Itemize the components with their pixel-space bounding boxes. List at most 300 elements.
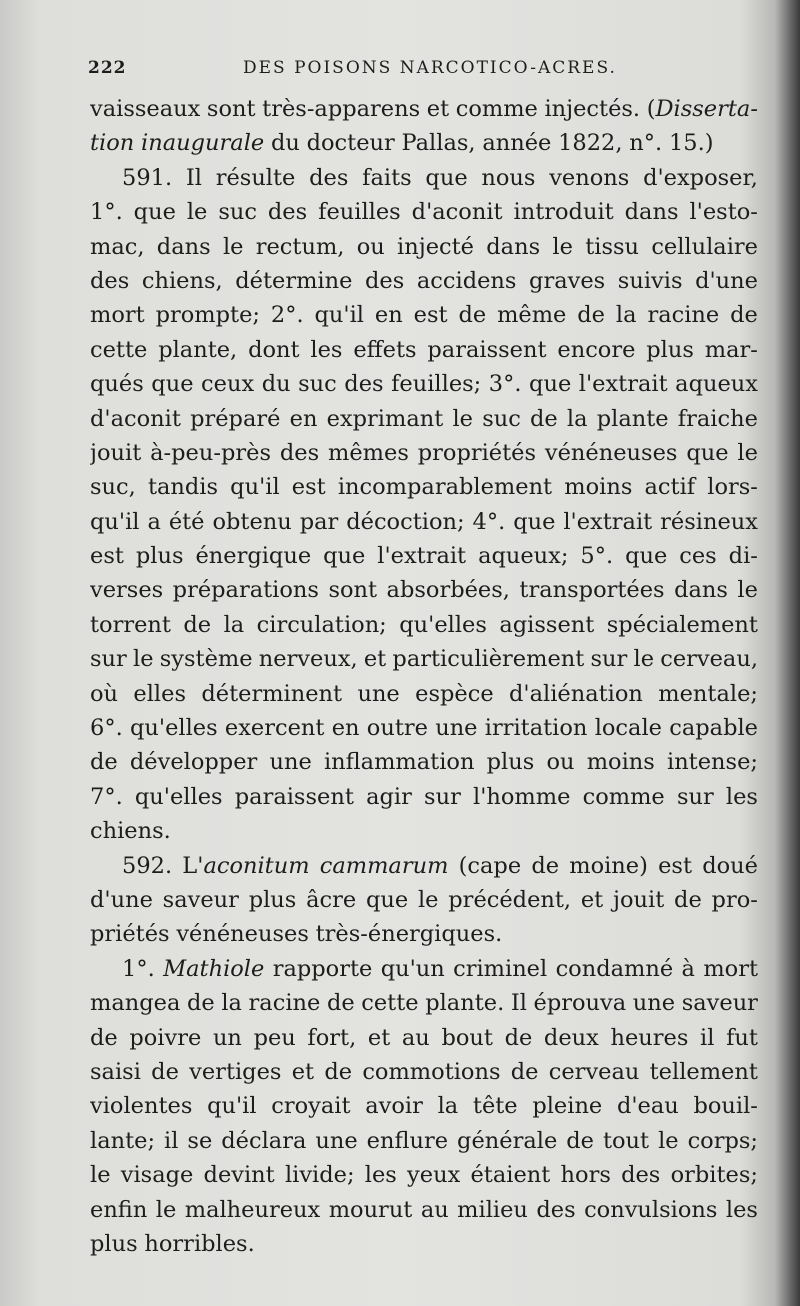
word: 1822, <box>558 130 623 157</box>
word: moins <box>586 749 655 776</box>
word: que <box>686 439 729 466</box>
word: que <box>425 164 468 191</box>
word: dont <box>248 336 300 363</box>
word: d'aconit <box>411 199 503 226</box>
word: de <box>674 886 702 913</box>
word: Pallas, <box>401 130 476 157</box>
word: espèce <box>415 680 494 707</box>
word: cette <box>361 990 419 1017</box>
word: saveur <box>681 990 758 1017</box>
word: du <box>261 371 291 398</box>
text-line <box>90 573 758 607</box>
word: résulte <box>215 164 296 191</box>
word: devint <box>203 1162 275 1189</box>
word: tandis <box>147 474 219 501</box>
word: la <box>437 1093 459 1120</box>
word: qu'un <box>380 955 445 982</box>
word: bouil- <box>693 1093 758 1120</box>
word: dans <box>624 199 679 226</box>
word: graves <box>529 267 606 294</box>
text-line <box>90 539 758 573</box>
word: au <box>420 1196 449 1223</box>
word: 592. <box>122 852 173 879</box>
word: lante; <box>90 1127 156 1154</box>
word: d'exposer, <box>643 164 758 191</box>
word: aqueux; <box>478 543 569 570</box>
word: pleine <box>532 1093 603 1120</box>
word: qu'il <box>230 474 280 501</box>
word: di- <box>728 543 758 570</box>
word: (Disserta- <box>646 96 758 122</box>
word: très-énergiques. <box>315 921 503 948</box>
word: (cape <box>458 852 522 879</box>
word: dans <box>674 577 728 604</box>
text-line <box>90 1158 758 1192</box>
text-line <box>90 642 758 676</box>
word: torrent <box>90 611 171 638</box>
word: ou <box>546 749 575 776</box>
word: racine <box>647 302 720 329</box>
word: condamné <box>555 955 674 982</box>
word: 7°. <box>90 783 123 810</box>
text-line <box>90 195 758 229</box>
word: circulation; <box>256 611 387 638</box>
word: cerveau <box>548 1058 640 1085</box>
word: prompte; <box>155 302 260 329</box>
word: l'homme <box>473 783 571 810</box>
word: que <box>133 199 176 226</box>
word: hors <box>560 1162 611 1189</box>
word: ceux <box>201 371 255 398</box>
word: qu'il <box>207 1093 257 1120</box>
word: de <box>730 302 758 329</box>
word: comme <box>455 96 538 122</box>
word: suc <box>298 371 337 398</box>
word: enflure <box>366 1127 449 1154</box>
word: plante, <box>158 336 238 363</box>
text-line <box>90 986 758 1020</box>
word: mac, <box>90 233 145 260</box>
word: orbites; <box>670 1162 758 1189</box>
word: d'aliénation <box>509 680 643 707</box>
word: suc <box>482 405 521 432</box>
word: 2°. <box>270 302 304 329</box>
text-line <box>90 883 758 917</box>
word: que <box>529 371 572 398</box>
word: de <box>186 990 215 1017</box>
word: étaient <box>470 1162 551 1189</box>
text-line <box>90 917 758 951</box>
word: et <box>363 646 387 673</box>
text-line <box>90 126 758 160</box>
word: 1°. <box>122 955 155 982</box>
word: une <box>269 749 312 776</box>
word: criminel <box>453 955 548 982</box>
word: le <box>417 886 439 913</box>
word: encore <box>557 336 636 363</box>
word: et <box>367 1024 391 1051</box>
word: verses <box>90 577 164 604</box>
word: le <box>737 577 758 604</box>
word: locale <box>594 715 662 742</box>
word: de <box>90 1024 118 1051</box>
word: feuilles <box>318 199 401 226</box>
word: jouit <box>90 439 142 466</box>
page-header <box>88 58 768 86</box>
word: d'eau <box>616 1093 679 1120</box>
word: docteur <box>306 130 395 157</box>
page-number: 222 <box>88 58 127 78</box>
word: rectum, <box>255 233 345 260</box>
word: priétés <box>90 921 170 948</box>
word: inflammation <box>323 749 475 776</box>
word: de <box>577 302 605 329</box>
word: fut <box>726 1024 758 1051</box>
word: et <box>580 886 604 913</box>
word: préparations <box>172 577 319 604</box>
word: irritation <box>484 715 588 742</box>
word: incomparablement <box>337 474 553 501</box>
word: de <box>530 405 558 432</box>
word: milieu <box>457 1196 528 1223</box>
word: plus <box>486 749 535 776</box>
text-line <box>90 436 758 470</box>
word: système <box>159 646 253 673</box>
text-line <box>90 608 758 642</box>
word: malheureux <box>184 1196 321 1223</box>
word: plante. <box>425 990 505 1017</box>
text-line <box>90 677 758 711</box>
word: livide; <box>284 1162 355 1189</box>
word: le <box>658 1127 679 1154</box>
word: à <box>681 955 695 982</box>
text-line <box>90 1055 758 1089</box>
word: Il <box>510 990 527 1017</box>
text-line <box>90 470 758 504</box>
word: de <box>90 749 118 776</box>
word: le <box>552 233 573 260</box>
word: le <box>186 199 208 226</box>
word: spécialement <box>606 611 758 638</box>
word: capable <box>669 715 758 742</box>
word: de <box>531 852 560 879</box>
word: fraiche <box>677 405 758 432</box>
word: suivis <box>617 267 683 294</box>
text-line <box>90 230 758 264</box>
word: une <box>435 715 478 742</box>
word: sont <box>328 577 378 604</box>
word: plus <box>248 886 297 913</box>
word: exprimant <box>326 405 444 432</box>
word: comme <box>582 783 665 810</box>
word: lors- <box>707 474 758 501</box>
word: vénéneuses <box>544 439 678 466</box>
word: chiens, <box>141 267 223 294</box>
word: plante <box>596 405 669 432</box>
word: bout <box>441 1024 493 1051</box>
word: et <box>426 96 450 122</box>
word: année <box>482 130 552 157</box>
word: déclara <box>221 1127 307 1154</box>
text-line <box>90 92 758 126</box>
text-line <box>90 161 758 195</box>
word: la <box>566 405 588 432</box>
word: en <box>289 405 318 432</box>
word: horribles. <box>144 1230 255 1257</box>
word: décoction; <box>346 508 465 535</box>
word: même <box>497 302 567 329</box>
word: nous <box>481 164 536 191</box>
word: le <box>155 1196 177 1223</box>
word: développer <box>129 749 258 776</box>
word: elles <box>133 680 186 707</box>
word: et <box>291 1058 315 1085</box>
word: du <box>270 130 300 157</box>
word: est <box>658 852 692 879</box>
word: pro- <box>711 886 758 913</box>
word: le <box>222 233 244 260</box>
word: été <box>168 508 205 535</box>
text-line <box>90 1193 758 1227</box>
word: vaisseaux <box>90 96 201 122</box>
running-head: DES POISONS NARCOTICO-ACRES. <box>243 58 617 78</box>
word: que <box>151 371 194 398</box>
word: propriétés <box>417 439 537 466</box>
word: L'aconitum <box>182 852 310 879</box>
word: saisi <box>90 1058 141 1085</box>
word: les <box>725 1196 758 1223</box>
word: les <box>725 783 758 810</box>
word: où <box>90 680 119 707</box>
word: il <box>700 1024 715 1051</box>
word: se <box>187 1127 213 1154</box>
word: absorbées, <box>386 577 510 604</box>
word: cammarum <box>319 852 449 879</box>
word: un <box>212 1024 242 1051</box>
word: âcre <box>306 886 357 913</box>
word: mourut <box>328 1196 413 1223</box>
word: feuilles; <box>391 371 482 398</box>
word: une <box>315 1127 358 1154</box>
word: yeux <box>407 1162 461 1189</box>
word: actif <box>644 474 696 501</box>
word: la <box>221 990 242 1017</box>
word: dans <box>486 233 541 260</box>
word: l'extrait <box>377 543 467 570</box>
word: 15.) <box>668 130 714 157</box>
word: en <box>331 715 360 742</box>
word: enfin <box>90 1196 148 1223</box>
word: le <box>452 405 473 432</box>
word: visage <box>120 1162 194 1189</box>
word: le <box>90 1162 111 1189</box>
word: n°. <box>629 130 663 157</box>
word: tellement <box>649 1058 758 1085</box>
word: paraissent <box>234 783 354 810</box>
word: est <box>413 302 448 329</box>
word: racine <box>248 990 321 1017</box>
word: venons <box>549 164 630 191</box>
word: de <box>151 1058 179 1085</box>
word: 4°. <box>472 508 506 535</box>
word: particulièrement <box>392 646 585 673</box>
word: vénéneuses <box>176 921 309 948</box>
word: sur <box>90 646 127 673</box>
word: jouit <box>613 886 665 913</box>
word: suc <box>218 199 257 226</box>
word: rapporte <box>272 955 373 982</box>
word: a <box>147 508 161 535</box>
word: le <box>737 439 758 466</box>
word: 1°. <box>90 199 123 226</box>
word: énergique <box>195 543 312 570</box>
word: sur <box>424 783 461 810</box>
word: il <box>164 1127 179 1154</box>
word: qu'elles <box>134 783 223 810</box>
word: nerveux, <box>258 646 358 673</box>
text-line <box>90 952 758 986</box>
word: le <box>133 646 154 673</box>
word: cellulaire <box>651 233 758 260</box>
word: introduit <box>513 199 614 226</box>
word: intense; <box>667 749 758 776</box>
text-line <box>90 814 758 848</box>
word: commotions <box>362 1058 501 1085</box>
word: Mathiole <box>163 955 265 982</box>
word: mangea <box>90 990 181 1017</box>
word: exercent <box>224 715 325 742</box>
word: que <box>323 543 366 570</box>
word: éprouva <box>533 990 627 1017</box>
word: mêmes <box>328 439 409 466</box>
word: mort <box>90 302 145 329</box>
word: d'aconit <box>90 405 181 432</box>
word: ou <box>356 233 385 260</box>
word: ces <box>679 543 717 570</box>
word: en <box>374 302 403 329</box>
word: d'une <box>695 267 758 294</box>
word: vertiges <box>189 1058 282 1085</box>
text-line <box>90 505 758 539</box>
word: corps; <box>687 1127 758 1154</box>
text-line <box>90 849 758 883</box>
word: tout <box>602 1127 650 1154</box>
word: la <box>223 611 245 638</box>
word: injecté <box>397 233 474 260</box>
text-line <box>90 745 758 779</box>
word: paraissent <box>427 336 547 363</box>
word: des <box>536 1196 576 1223</box>
text-line <box>90 1124 758 1158</box>
word: des <box>267 199 308 226</box>
word: aqueux <box>675 371 758 398</box>
word: des <box>621 1162 661 1189</box>
word: préparé <box>190 405 281 432</box>
word: qu'elles <box>129 715 218 742</box>
word: effets <box>353 336 417 363</box>
text-line <box>90 1021 758 1055</box>
word: dans <box>156 233 211 260</box>
word: par <box>299 508 339 535</box>
word: une <box>632 990 676 1017</box>
word: qués <box>90 371 144 398</box>
word: que <box>365 886 409 913</box>
word: mort <box>703 955 758 982</box>
text-line <box>90 402 758 436</box>
word: le <box>633 646 655 673</box>
word: cerveau, <box>660 646 758 673</box>
word: fort, <box>307 1024 357 1051</box>
word: tion <box>90 130 135 157</box>
word: des <box>309 164 349 191</box>
word: Il <box>185 164 202 191</box>
word: chiens. <box>90 818 171 845</box>
word: mar- <box>704 336 758 363</box>
word: qu'il <box>314 302 364 329</box>
word: tête <box>472 1093 518 1120</box>
text-line <box>90 264 758 298</box>
word: croyait <box>271 1093 351 1120</box>
word: 3°. <box>488 371 522 398</box>
word: mentale; <box>658 680 758 707</box>
word: de <box>458 302 487 329</box>
word: l'esto- <box>689 199 758 226</box>
word: faits <box>362 164 412 191</box>
word: plus <box>90 1230 138 1257</box>
text-line <box>90 367 758 401</box>
word: détermine <box>235 267 353 294</box>
word: des <box>365 267 405 294</box>
word: convulsions <box>584 1196 718 1223</box>
word: suc, <box>90 474 136 501</box>
text-line <box>90 298 758 332</box>
word: peu <box>253 1024 296 1051</box>
word: doué <box>702 852 758 879</box>
word: injectés. <box>544 96 641 122</box>
word: deux <box>543 1024 599 1051</box>
word: que <box>625 543 668 570</box>
word: cette <box>90 336 148 363</box>
word: de <box>566 1127 594 1154</box>
word: l'extrait <box>578 371 668 398</box>
word: une <box>357 680 400 707</box>
word: inaugurale <box>141 130 265 157</box>
word: précédent, <box>448 886 572 913</box>
word: sur <box>676 783 714 810</box>
word: les <box>364 1162 397 1189</box>
word: à-peu-près <box>150 439 271 466</box>
word: sont <box>206 96 256 122</box>
word: l'extrait <box>563 508 653 535</box>
word: la <box>615 302 637 329</box>
word: des <box>344 371 384 398</box>
word: déterminent <box>201 680 343 707</box>
word: moins <box>564 474 633 501</box>
word: plus <box>646 336 694 363</box>
word: des <box>90 267 130 294</box>
word: très-apparens <box>262 96 421 122</box>
word: de <box>183 611 212 638</box>
word: obtenu <box>212 508 292 535</box>
word: des <box>279 439 320 466</box>
word: d'une <box>90 886 153 913</box>
page-body <box>90 92 758 1261</box>
text-line <box>90 333 758 367</box>
word: plus <box>135 543 184 570</box>
word: 591. <box>122 164 173 191</box>
word: heures <box>610 1024 689 1051</box>
word: qu'il <box>90 508 140 535</box>
